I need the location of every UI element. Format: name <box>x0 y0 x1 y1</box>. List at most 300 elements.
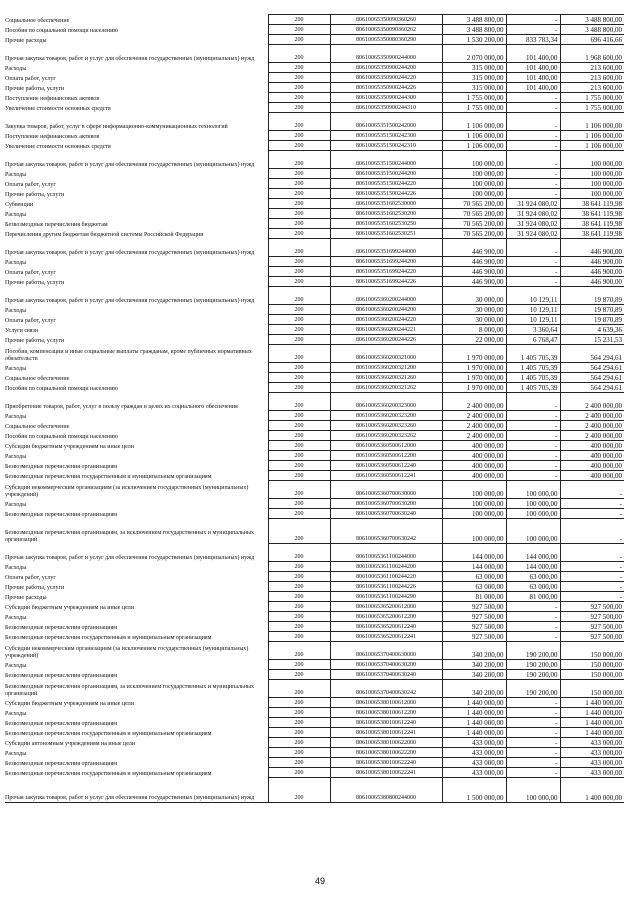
row-executed: 100 000,00 <box>506 519 560 544</box>
row-name: Прочая закупка товаров, работ и услуг для обеспечения государственных (муниципальных) нужд <box>5 161 255 168</box>
row-remaining: - <box>560 572 624 582</box>
row-executed: - <box>506 239 560 257</box>
row-code: 200 <box>268 219 330 229</box>
row-budget-code: 80610065350900244000 <box>330 45 442 63</box>
row-code: 200 <box>268 778 330 803</box>
row-executed: - <box>506 461 560 471</box>
row-code: 200 <box>268 680 330 698</box>
row-executed: - <box>506 728 560 738</box>
row-budget-code: 80610065361100244200 <box>330 562 442 572</box>
row-remaining: 38 641 119,98 <box>560 219 624 229</box>
row-remaining: - <box>560 544 624 562</box>
row-name: Расходы <box>5 259 27 266</box>
row-remaining: 1 106 000,00 <box>560 131 624 141</box>
row-code: 200 <box>268 267 330 277</box>
row-name: Оплата работ, услуг <box>5 269 56 276</box>
row-approved: 2 400 000,00 <box>442 411 506 421</box>
row-executed: 1 405 705,39 <box>506 345 560 363</box>
row-approved: 340 200,00 <box>442 660 506 670</box>
row-budget-code: 80610065351699244000 <box>330 239 442 257</box>
table-row <box>5 431 624 441</box>
row-name: Безвозмездные перечисления организациям <box>5 760 118 767</box>
table-row <box>5 131 624 141</box>
row-executed: - <box>506 15 560 25</box>
row-approved: 63 000,00 <box>442 572 506 582</box>
row-remaining: 1 755 000,00 <box>560 93 624 103</box>
table-row <box>5 632 624 642</box>
row-approved: 144 000,00 <box>442 562 506 572</box>
row-executed: 81 000,00 <box>506 592 560 602</box>
row-executed: 1 405 705,39 <box>506 363 560 373</box>
row-executed: 63 000,00 <box>506 582 560 592</box>
row-budget-code: 80610065380100622000 <box>330 738 442 748</box>
row-name: Расходы <box>5 65 27 72</box>
row-executed: 10 129,11 <box>506 305 560 315</box>
table-row <box>5 748 624 758</box>
table-row <box>5 499 624 509</box>
table-row <box>5 660 624 670</box>
table-row <box>5 209 624 219</box>
row-name: Расходы <box>5 171 27 178</box>
row-budget-code: 80610065360700630000 <box>330 481 442 499</box>
row-name: Пособия, компенсации и иные социальные выплаты гражданам, кроме публичных нормативных обязательств <box>5 348 252 362</box>
row-code: 200 <box>268 363 330 373</box>
row-name: Прочие расходы <box>5 594 47 601</box>
row-remaining: - <box>560 519 624 544</box>
row-remaining: 433 000,00 <box>560 738 624 748</box>
row-approved: 1 106 000,00 <box>442 113 506 131</box>
row-approved: 400 000,00 <box>442 471 506 481</box>
row-approved: 70 565 200,00 <box>442 219 506 229</box>
row-approved: 63 000,00 <box>442 582 506 592</box>
row-executed: - <box>506 748 560 758</box>
row-approved: 446 900,00 <box>442 239 506 257</box>
row-approved: 81 000,00 <box>442 592 506 602</box>
row-executed: - <box>506 25 560 35</box>
row-executed: - <box>506 257 560 267</box>
table-row <box>5 25 624 35</box>
row-approved: 100 000,00 <box>442 189 506 199</box>
row-approved: 1 440 000,00 <box>442 698 506 708</box>
table-row <box>5 15 624 25</box>
row-executed: - <box>506 471 560 481</box>
row-name: Субсидии некоммерческим организациям (за исключением государственных (муниципальных) учреждений) <box>5 484 249 498</box>
table-row <box>5 562 624 572</box>
row-remaining: 1 440 000,00 <box>560 718 624 728</box>
row-name: Оплата работ, услуг <box>5 181 56 188</box>
row-approved: 100 000,00 <box>442 179 506 189</box>
row-code: 200 <box>268 179 330 189</box>
table-row <box>5 287 624 305</box>
row-approved: 1 755 000,00 <box>442 103 506 113</box>
row-code: 200 <box>268 509 330 519</box>
row-approved: 927 500,00 <box>442 622 506 632</box>
table-row <box>5 451 624 461</box>
row-approved: 22 000,00 <box>442 335 506 345</box>
row-code: 200 <box>268 15 330 25</box>
row-remaining: 564 294,61 <box>560 383 624 393</box>
row-remaining: 100 000,00 <box>560 169 624 179</box>
table-row <box>5 758 624 768</box>
row-executed: - <box>506 267 560 277</box>
table-row <box>5 768 624 778</box>
row-code: 200 <box>268 113 330 131</box>
row-budget-code: 80610065351699244200 <box>330 257 442 267</box>
row-executed: - <box>506 393 560 411</box>
row-budget-code: 80610065350900244226 <box>330 83 442 93</box>
row-code: 200 <box>268 708 330 718</box>
row-executed: - <box>506 451 560 461</box>
table-row <box>5 383 624 393</box>
row-code: 200 <box>268 63 330 73</box>
row-budget-code: 80610065351500244200 <box>330 169 442 179</box>
row-executed: - <box>506 602 560 612</box>
row-code: 200 <box>268 287 330 305</box>
row-code: 200 <box>268 393 330 411</box>
row-remaining: 150 000,00 <box>560 670 624 680</box>
row-budget-code: 80610065351699244226 <box>330 277 442 287</box>
row-remaining: 564 294,61 <box>560 373 624 383</box>
row-approved: 100 000,00 <box>442 509 506 519</box>
table-row <box>5 113 624 131</box>
row-approved: 340 200,00 <box>442 670 506 680</box>
row-name: Прочие работы, услуги <box>5 191 65 198</box>
row-budget-code: 80610065351500242000 <box>330 113 442 131</box>
row-code: 200 <box>268 738 330 748</box>
row-budget-code: 80610065360200321260 <box>330 373 442 383</box>
row-approved: 315 000,00 <box>442 83 506 93</box>
row-code: 200 <box>268 622 330 632</box>
row-executed: - <box>506 141 560 151</box>
table-body <box>5 15 624 803</box>
table-row <box>5 670 624 680</box>
table-row <box>5 642 624 660</box>
row-remaining: 564 294,61 <box>560 345 624 363</box>
row-name: Прочая закупка товаров, работ и услуг для обеспечения государственных (муниципальных) нужд <box>5 778 268 803</box>
row-approved: 340 200,00 <box>442 680 506 698</box>
row-approved: 1 530 200,00 <box>442 35 506 45</box>
row-code: 200 <box>268 642 330 660</box>
row-budget-code: 80610065361100244000 <box>330 544 442 562</box>
row-executed: 101 400,00 <box>506 63 560 73</box>
row-name: Пособия по социальной помощи населению <box>5 385 118 392</box>
table-row <box>5 35 624 45</box>
row-name: Субсидии автономным учреждениям на иные цели <box>5 740 136 747</box>
row-approved: 446 900,00 <box>442 267 506 277</box>
row-code: 200 <box>268 471 330 481</box>
row-code: 200 <box>268 544 330 562</box>
row-remaining: 1 440 000,00 <box>560 728 624 738</box>
row-approved: 1 106 000,00 <box>442 141 506 151</box>
row-budget-code: 80610065351602530000 <box>330 199 442 209</box>
row-name: Субсидии бюджетным учреждениям на иные цели <box>5 604 134 611</box>
row-approved: 315 000,00 <box>442 63 506 73</box>
row-budget-code: 80610065360200244221 <box>330 325 442 335</box>
row-code: 200 <box>268 421 330 431</box>
table-row <box>5 582 624 592</box>
row-remaining: 213 600,00 <box>560 63 624 73</box>
row-code: 200 <box>268 257 330 267</box>
table-row <box>5 572 624 582</box>
row-approved: 1 440 000,00 <box>442 728 506 738</box>
row-budget-code: 80610065360200323000 <box>330 393 442 411</box>
row-executed: - <box>506 179 560 189</box>
row-approved: 2 400 000,00 <box>442 431 506 441</box>
row-budget-code: 80610065360500612241 <box>330 471 442 481</box>
row-code: 200 <box>268 141 330 151</box>
row-code: 200 <box>268 189 330 199</box>
row-approved: 1 440 000,00 <box>442 718 506 728</box>
table-row <box>5 257 624 267</box>
table-row <box>5 267 624 277</box>
table-row <box>5 544 624 562</box>
row-remaining: 38 641 119,98 <box>560 209 624 219</box>
row-code: 200 <box>268 45 330 63</box>
row-code: 200 <box>268 25 330 35</box>
row-code: 200 <box>268 93 330 103</box>
row-approved: 1 500 000,00 <box>442 778 506 803</box>
table-row <box>5 441 624 451</box>
table-row <box>5 698 624 708</box>
row-approved: 433 000,00 <box>442 738 506 748</box>
row-code: 200 <box>268 562 330 572</box>
table-row <box>5 73 624 83</box>
row-executed: 100 000,00 <box>506 481 560 499</box>
row-name: Расходы <box>5 614 27 621</box>
row-approved: 3 488 800,00 <box>442 15 506 25</box>
table-row <box>5 219 624 229</box>
row-name: Социальное обеспечение <box>5 423 70 430</box>
row-executed: 100 000,00 <box>506 499 560 509</box>
row-budget-code: 80610065351500244000 <box>330 151 442 169</box>
row-budget-code: 80610065351602530200 <box>330 209 442 219</box>
row-name: Безвозмездные перечисления организациям <box>5 511 118 518</box>
row-code: 200 <box>268 335 330 345</box>
row-name: Расходы <box>5 365 27 372</box>
row-approved: 400 000,00 <box>442 451 506 461</box>
row-budget-code: 80610065360200321000 <box>330 345 442 363</box>
row-code: 200 <box>268 499 330 509</box>
row-name: Увеличение стоимости основных средств <box>5 105 111 112</box>
row-budget-code: 80610065370400630000 <box>330 642 442 660</box>
row-approved: 1 970 000,00 <box>442 383 506 393</box>
row-approved: 1 970 000,00 <box>442 373 506 383</box>
row-remaining: 15 231,53 <box>560 335 624 345</box>
row-approved: 1 106 000,00 <box>442 131 506 141</box>
row-remaining: 213 600,00 <box>560 73 624 83</box>
row-executed: - <box>506 768 560 778</box>
row-remaining: 433 000,00 <box>560 768 624 778</box>
row-name: Расходы <box>5 564 27 571</box>
row-approved: 340 200,00 <box>442 642 506 660</box>
row-executed: 101 400,00 <box>506 73 560 83</box>
row-code: 200 <box>268 345 330 363</box>
row-budget-code: 80610065360700630200 <box>330 499 442 509</box>
row-name: Социальное обеспечение <box>5 375 70 382</box>
row-name: Субвенции <box>5 201 34 208</box>
row-name: Прочие работы, услуги <box>5 584 65 591</box>
row-executed: - <box>506 131 560 141</box>
table-row <box>5 45 624 63</box>
row-executed: 101 400,00 <box>506 83 560 93</box>
row-remaining: 433 000,00 <box>560 748 624 758</box>
row-approved: 70 565 200,00 <box>442 229 506 239</box>
row-executed: - <box>506 758 560 768</box>
row-name: Перечисления другим бюджетам бюджетной системы Российской Федерации <box>5 231 204 238</box>
row-budget-code: 80610065380100612000 <box>330 698 442 708</box>
row-executed: - <box>506 189 560 199</box>
row-code: 200 <box>268 239 330 257</box>
row-name: Прочая закупка товаров, работ и услуг для обеспечения государственных (муниципальных) нужд <box>5 55 255 62</box>
row-budget-code: 80610065351500244220 <box>330 179 442 189</box>
row-code: 200 <box>268 461 330 471</box>
row-name: Прочая закупка товаров, работ и услуг для обеспечения государственных (муниципальных) нужд <box>5 249 255 256</box>
row-name: Прочие работы, услуги <box>5 337 65 344</box>
row-remaining: 927 500,00 <box>560 622 624 632</box>
row-approved: 2 400 000,00 <box>442 421 506 431</box>
row-remaining: 1 106 000,00 <box>560 113 624 131</box>
table-row <box>5 103 624 113</box>
row-approved: 100 000,00 <box>442 519 506 544</box>
row-budget-code: 80610065350090360262 <box>330 25 442 35</box>
row-name: Субсидии бюджетным учреждениям на иные цели <box>5 700 134 707</box>
row-code: 200 <box>268 315 330 325</box>
row-remaining: 446 900,00 <box>560 277 624 287</box>
row-name: Расходы <box>5 710 27 717</box>
row-remaining: 1 968 600,00 <box>560 45 624 63</box>
row-budget-code: 80610065360200323262 <box>330 431 442 441</box>
table-row <box>5 509 624 519</box>
row-code: 200 <box>268 758 330 768</box>
row-budget-code: 80610065361100244226 <box>330 582 442 592</box>
row-remaining: 38 641 119,98 <box>560 229 624 239</box>
row-name: Расходы <box>5 453 27 460</box>
row-budget-code: 80610065360200321262 <box>330 383 442 393</box>
row-remaining: - <box>560 582 624 592</box>
row-code: 200 <box>268 592 330 602</box>
row-code: 200 <box>268 602 330 612</box>
table-row <box>5 189 624 199</box>
row-remaining: 1 755 000,00 <box>560 103 624 113</box>
row-remaining: - <box>560 592 624 602</box>
row-code: 200 <box>268 519 330 544</box>
row-code: 200 <box>268 83 330 93</box>
row-name: Безвозмездные перечисления государственным и муниципальным организациям <box>5 473 212 480</box>
row-executed: - <box>506 431 560 441</box>
row-name: Безвозмездные перечисления государственным и муниципальным организациям <box>5 730 212 737</box>
row-executed: 190 200,00 <box>506 680 560 698</box>
row-remaining: 4 639,36 <box>560 325 624 335</box>
row-budget-code: 80610065380800244000 <box>330 778 442 803</box>
row-budget-code: 80610065360200244220 <box>330 315 442 325</box>
row-code: 200 <box>268 660 330 670</box>
row-approved: 1 755 000,00 <box>442 93 506 103</box>
row-code: 200 <box>268 169 330 179</box>
row-name: Оплата работ, услуг <box>5 574 56 581</box>
table-row <box>5 151 624 169</box>
row-executed: 144 000,00 <box>506 562 560 572</box>
row-budget-code: 80610065350900244300 <box>330 93 442 103</box>
row-approved: 100 000,00 <box>442 151 506 169</box>
row-executed: - <box>506 113 560 131</box>
row-name: Социальное обеспечение <box>5 17 70 24</box>
row-budget-code: 80610065351500244226 <box>330 189 442 199</box>
row-code: 200 <box>268 728 330 738</box>
row-remaining: 100 000,00 <box>560 189 624 199</box>
row-remaining: 2 400 000,00 <box>560 431 624 441</box>
row-remaining: 213 600,00 <box>560 83 624 93</box>
row-approved: 400 000,00 <box>442 441 506 451</box>
row-budget-code: 80610065380100612200 <box>330 708 442 718</box>
row-approved: 927 500,00 <box>442 632 506 642</box>
row-executed: 63 000,00 <box>506 572 560 582</box>
row-approved: 100 000,00 <box>442 481 506 499</box>
row-budget-code: 80610065351699244220 <box>330 267 442 277</box>
row-code: 200 <box>268 151 330 169</box>
row-approved: 446 900,00 <box>442 257 506 267</box>
row-remaining: 927 500,00 <box>560 612 624 622</box>
table-row <box>5 421 624 431</box>
row-budget-code: 80610065365200612241 <box>330 632 442 642</box>
row-executed: - <box>506 612 560 622</box>
row-executed: - <box>506 411 560 421</box>
table-row <box>5 239 624 257</box>
row-code: 200 <box>268 698 330 708</box>
table-row <box>5 169 624 179</box>
row-name: Увеличение стоимости основных средств <box>5 143 111 150</box>
row-remaining: 150 000,00 <box>560 680 624 698</box>
row-code: 200 <box>268 277 330 287</box>
row-remaining: 150 000,00 <box>560 660 624 670</box>
row-name: Поступление нефинансовых активов <box>5 133 100 140</box>
row-executed: 10 129,11 <box>506 315 560 325</box>
row-remaining: 446 900,00 <box>560 239 624 257</box>
table-row <box>5 179 624 189</box>
report-page <box>0 14 640 803</box>
row-code: 200 <box>268 768 330 778</box>
row-remaining: 446 900,00 <box>560 257 624 267</box>
table-row <box>5 461 624 471</box>
row-budget-code: 80610065380100612241 <box>330 728 442 738</box>
row-executed: - <box>506 632 560 642</box>
row-budget-code: 80610065351602530250 <box>330 219 442 229</box>
row-budget-code: 80610065360200244200 <box>330 305 442 315</box>
row-executed: - <box>506 718 560 728</box>
row-executed: 100 000,00 <box>506 778 560 803</box>
table-row <box>5 471 624 481</box>
row-name: Безвозмездные перечисления организациям <box>5 720 118 727</box>
table-row <box>5 63 624 73</box>
table-row <box>5 519 624 544</box>
row-name: Приобретение товаров, работ, услуг в пользу граждан в целях их социального обеспечения <box>5 403 238 410</box>
row-remaining: 19 870,89 <box>560 315 624 325</box>
row-remaining: 3 488 800,00 <box>560 15 624 25</box>
row-code: 200 <box>268 103 330 113</box>
row-code: 200 <box>268 325 330 335</box>
row-code: 200 <box>268 670 330 680</box>
row-executed: - <box>506 421 560 431</box>
row-name: Поступление нефинансовых активов <box>5 95 100 102</box>
row-name: Безвозмездные перечисления организациям, за исключением государственных и муниципальных организаций <box>5 529 255 543</box>
table-row <box>5 411 624 421</box>
row-approved: 30 000,00 <box>442 305 506 315</box>
row-executed: 1 405 705,39 <box>506 383 560 393</box>
table-row <box>5 325 624 335</box>
row-budget-code: 80610065370400630200 <box>330 660 442 670</box>
row-remaining: - <box>560 562 624 572</box>
row-code: 200 <box>268 229 330 239</box>
row-name: Субсидии бюджетным учреждениям на иные цели <box>5 443 134 450</box>
